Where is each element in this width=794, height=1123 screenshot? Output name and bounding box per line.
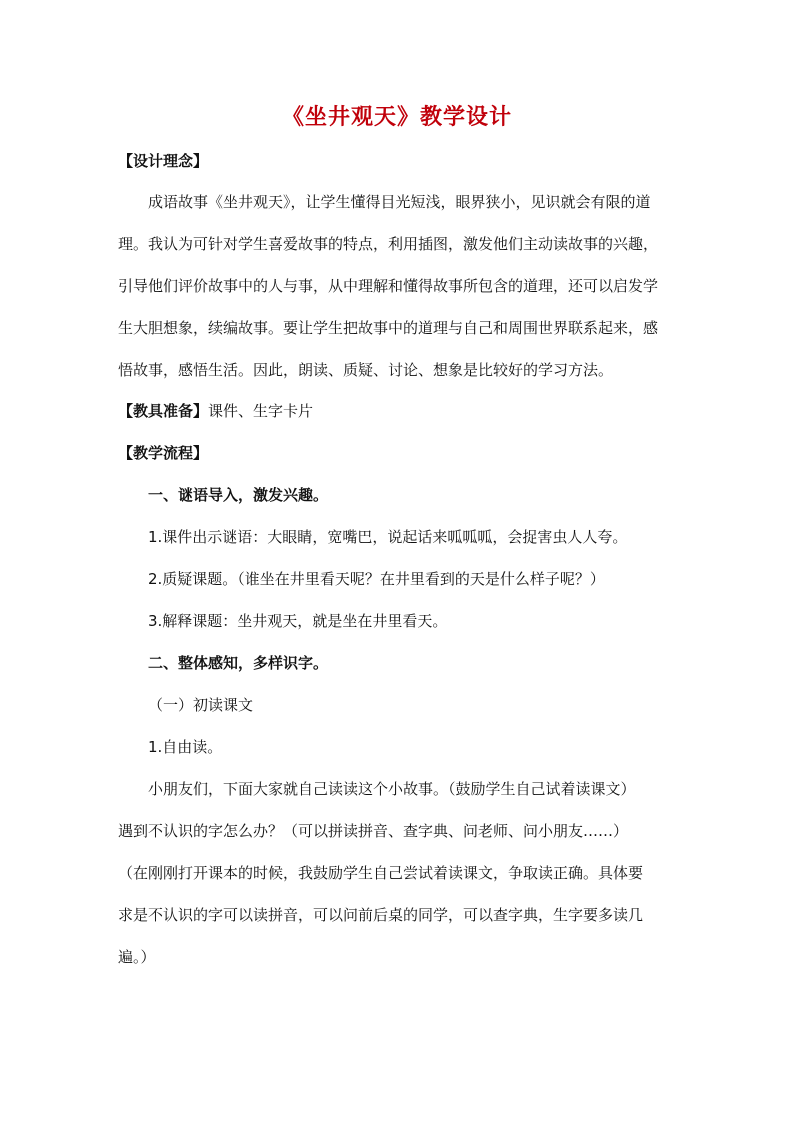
step1-item: 3.解释课题：坐井观天，就是坐在井里看天。 xyxy=(148,612,448,630)
step2-item: 1.自由读。 xyxy=(148,738,223,756)
paragraph-line: 悟故事，感悟生活。因此，朗读、质疑、讨论、想象是比较好的学习方法。 xyxy=(118,361,614,379)
paragraph-line: 理。我认为可针对学生喜爱故事的特点，利用插图，激发他们主动读故事的兴趣， xyxy=(118,235,659,253)
teaching-aids-line xyxy=(118,401,698,421)
step1-heading: 一、谜语导入，激发兴趣。 xyxy=(148,486,329,504)
paragraph-line: 生大胆想象，续编故事。要让学生把故事中的道理与自己和周围世界联系起来，感 xyxy=(118,319,659,337)
paragraph-line: 引导他们评价故事中的人与事，从中理解和懂得故事所包含的道理，还可以启发学 xyxy=(118,277,659,295)
section-heading-design-concept: 【设计理念】 xyxy=(118,152,209,170)
section-heading-teaching-process: 【教学流程】 xyxy=(118,444,209,462)
step2-heading: 二、整体感知，多样识字。 xyxy=(148,654,329,672)
paragraph-line: 遍。） xyxy=(118,948,156,966)
paragraph-line: （在刚刚打开课本的时候，我鼓励学生自己尝试着读课文，争取读正确。具体要 xyxy=(118,864,644,882)
step2-subheading: （一）初读课文 xyxy=(148,696,254,714)
paragraph-line: 成语故事《坐井观天》，让学生懂得目光短浅，眼界狭小，见识就会有限的道 xyxy=(148,193,651,211)
step1-item: 1.课件出示谜语：大眼睛，宽嘴巴，说起话来呱呱呱，会捉害虫人人夸。 xyxy=(148,528,628,546)
step1-item: 2.质疑课题。（谁坐在井里看天呢？在井里看到的天是什么样子呢？） xyxy=(148,570,605,588)
paragraph-line: 遇到不认识的字怎么办？（可以拼读拼音、查字典、问老师、问小朋友……） xyxy=(118,822,629,840)
document-title: 《坐井观天》教学设计 xyxy=(281,104,512,130)
paragraph-line: 小朋友们，下面大家就自己读读这个小故事。（鼓励学生自己试着读课文） xyxy=(148,780,636,798)
section-heading-teaching-aids: 【教具准备】 xyxy=(118,402,209,420)
paragraph-line: 求是不认识的字可以读拼音，可以问前后桌的同学，可以查字典，生字要多读几 xyxy=(118,906,644,924)
teaching-aids-text: 课件、生字卡片 xyxy=(208,402,314,420)
